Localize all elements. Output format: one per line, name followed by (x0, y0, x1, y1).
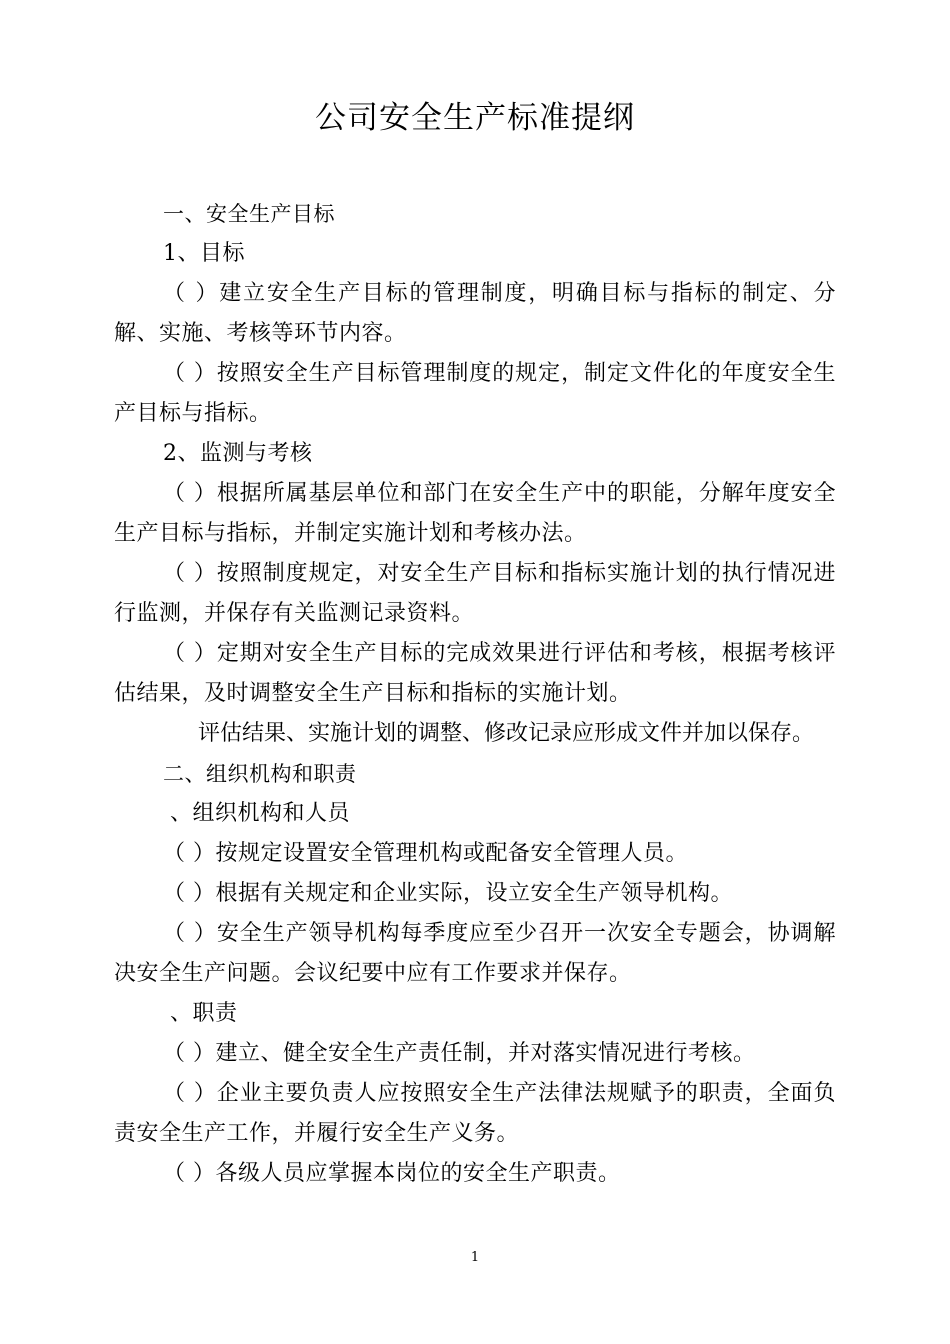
subsection-heading: 2、监测与考核 (163, 441, 313, 466)
document-title: 公司安全生产标准提纲 (315, 100, 635, 136)
body-paragraph: （ ）按照制度规定，对安全生产目标和指标实施计划的执行情况进行监测，并保存有关监测记录资料。 (114, 561, 836, 626)
body-paragraph: （ ）按规定设置安全管理机构或配备安全管理人员。 (163, 841, 688, 866)
body-paragraph: （ ）根据有关规定和企业实际，设立安全生产领导机构。 (163, 881, 733, 906)
subsection-heading: 1、目标 (163, 241, 245, 266)
subsection-heading: 、职责 (170, 1001, 238, 1026)
page-number: 1 (470, 1250, 480, 1265)
body-paragraph: （ ）企业主要负责人应按照安全生产法律法规赋予的职责，全面负责安全生产工作，并履行安全生产义务。 (114, 1081, 836, 1146)
body-paragraph: （ ）根据所属基层单位和部门在安全生产中的职能，分解年度安全生产目标与指标，并制定实施计划和考核办法。 (114, 481, 836, 546)
subsection-heading: 、组织机构和人员 (170, 801, 351, 826)
body-paragraph: （ ）定期对安全生产目标的完成效果进行评估和考核，根据考核评估结果，及时调整安全生产目标和指标的实施计划。 (114, 641, 836, 706)
body-paragraph: （ ）建立安全生产目标的管理制度，明确目标与指标的制定、分解、实施、考核等环节内容。 (114, 281, 836, 346)
body-paragraph: （ ）按照安全生产目标管理制度的规定，制定文件化的年度安全生产目标与指标。 (114, 361, 836, 426)
body-paragraph: （ ）各级人员应掌握本岗位的安全生产职责。 (163, 1161, 621, 1186)
document-body (114, 194, 836, 1194)
body-paragraph: （ ）建立、健全安全生产责任制，并对落实情况进行考核。 (163, 1041, 756, 1066)
body-note: 评估结果、实施计划的调整、修改记录应形成文件并加以保存。 (198, 721, 815, 746)
body-paragraph: （ ）安全生产领导机构每季度应至少召开一次安全专题会，协调解决安全生产问题。会议纪要中应有工作要求并保存。 (114, 921, 836, 986)
section-heading: 二、组织机构和职责 (163, 762, 357, 786)
section-heading: 一、安全生产目标 (163, 202, 335, 226)
